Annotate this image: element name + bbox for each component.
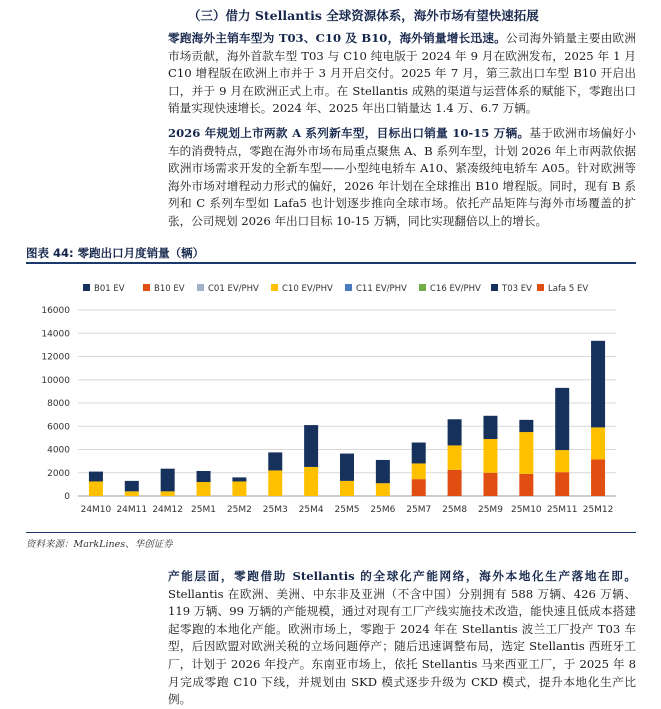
bar-segment	[268, 470, 282, 496]
x-tick-label: 25M8	[442, 505, 468, 515]
bar-segment	[197, 471, 211, 482]
bar-segment	[197, 482, 211, 496]
legend-item	[83, 284, 125, 294]
bar-segment	[448, 470, 462, 496]
bar-segment	[519, 474, 533, 496]
bar-segment	[448, 445, 462, 469]
y-tick-label: 8000	[47, 399, 70, 409]
chart-x-axis	[81, 505, 614, 515]
y-tick-label: 6000	[47, 422, 70, 433]
bar-segment	[232, 477, 246, 481]
bar-segment	[268, 452, 282, 470]
legend-label: C01 EV/PHV	[208, 284, 259, 294]
x-tick-label: 25M12	[582, 505, 614, 515]
legend-swatch	[345, 284, 352, 291]
y-tick-label: 2000	[47, 468, 70, 479]
chart-y-axis	[41, 306, 70, 502]
y-tick-label: 0	[64, 492, 70, 502]
x-tick-label: 24M10	[80, 505, 112, 515]
legend-swatch	[537, 284, 544, 291]
paragraph-heading: 2026 年规划上市两款 A 系列新车型，目标出口销量 10-15 万辆。	[168, 126, 530, 140]
legend-swatch	[143, 284, 150, 291]
bar-segment	[161, 491, 175, 496]
bar-segment	[89, 472, 103, 482]
bar-segment	[483, 439, 497, 473]
bar-segment	[412, 463, 426, 479]
bar-segment	[519, 432, 533, 474]
legend-label: T03 EV	[502, 284, 532, 294]
x-tick-label: 25M3	[262, 505, 288, 515]
y-tick-label: 4000	[47, 445, 70, 456]
bar-segment	[89, 481, 103, 496]
bar-segment	[591, 459, 605, 496]
legend-item	[345, 284, 407, 294]
legend-label: C11 EV/PHV	[356, 284, 407, 294]
bar-segment	[483, 473, 497, 496]
legend-item	[491, 284, 532, 294]
bar-segment	[555, 472, 569, 496]
legend-label: B10 EV	[154, 284, 185, 294]
bar-segment	[591, 427, 605, 459]
legend-item	[143, 284, 185, 294]
x-tick-label: 25M10	[510, 505, 542, 515]
x-tick-label: 25M1	[191, 505, 217, 515]
bar-segment	[555, 388, 569, 450]
legend-item	[537, 284, 588, 294]
bar-segment	[125, 481, 139, 491]
x-tick-label: 24M11	[116, 505, 148, 515]
legend-swatch	[197, 284, 204, 291]
legend-swatch	[271, 284, 278, 291]
legend-label: Lafa 5 EV	[548, 284, 589, 294]
bar-segment	[161, 469, 175, 492]
paragraph-capacity	[168, 568, 636, 709]
bar-segment	[519, 420, 533, 432]
legend-item	[197, 284, 259, 294]
paragraph-heading: 产能层面，零跑借助 Stellantis 的全球化产能网络，海外本地化生产落地在即。	[168, 569, 636, 583]
paragraph-2026-plan	[168, 125, 636, 231]
x-tick-label: 24M12	[152, 505, 184, 515]
y-tick-label: 16000	[41, 306, 70, 316]
y-tick-label: 12000	[41, 352, 70, 363]
export-sales-chart	[26, 270, 636, 528]
paragraph-body: 基于欧洲市场偏好小车的消费特点，零跑在海外市场布局重点聚焦 A、B 系列车型，计划 2026 年上市两款依据欧洲市场需求开发的全新车型——小型纯电轿车 A10、紧凑级纯电轿车 A05。针对欧洲等海外市场对增程动力形式的偏好，2026 年计划在全球推出 B10 增程版。同时，现有 B 系列和 C 系列车型如 Lafa5 也计划逐步推向全球市场。依托产品矩阵与海外市场覆盖的扩张，公司规划 2026 年出口目标 10-15 万辆，同比实现翻倍以上的增长。	[168, 126, 636, 228]
x-tick-label: 25M9	[477, 505, 503, 515]
bar-segment	[555, 450, 569, 472]
paragraph-body: Stellantis 在欧洲、美洲、中东非及亚洲（不含中国）分别拥有 588 万辆、426 万辆、119 万辆、99 万辆的产能规模，通过对现有工厂产线实施技术改造，能快速且低成本搭建起零跑的本地化产能。欧洲市场上，零跑于 2024 年在 Stellantis 波兰工厂投产 T03 车型，后因欧盟对欧洲关税的立场问题停产；随后迅速调整布局，选定 Stellantis 西班牙工厂，计划于 2026 年投产。东南亚市场上，依托 Stellantis 马来西亚工厂，于 2025 年 8 月完成零跑 C10 下线，并规划由 SKD 模式逐步升级为 CKD 模式，提升本地化生产比例。	[168, 586, 636, 707]
bar-segment	[232, 481, 246, 496]
legend-swatch	[419, 284, 426, 291]
x-tick-label: 25M2	[226, 505, 252, 515]
paragraph-heading: 零跑海外主销车型为 T03、C10 及 B10，海外销量增长迅速。	[168, 31, 506, 45]
bar-segment	[125, 491, 139, 496]
bar-segment	[448, 419, 462, 445]
bar-segment	[340, 481, 354, 496]
bar-segment	[591, 341, 605, 428]
y-tick-label: 10000	[41, 375, 70, 386]
legend-item	[271, 284, 333, 294]
figure-source: 资料来源：MarkLines、华创证券	[26, 539, 173, 550]
legend-swatch	[491, 284, 498, 291]
figure-bottom-rule	[26, 532, 636, 533]
legend-label: C16 EV/PHV	[430, 284, 481, 294]
paragraph-overseas-sales	[168, 30, 636, 118]
bar-segment	[412, 479, 426, 496]
x-tick-label: 25M4	[298, 505, 324, 515]
paragraph-body: 公司海外销量主要由欧洲市场贡献，海外首款车型 T03 与 C10 纯电版于 2024 年 9 月在欧洲发布，2025 年 1 月 C10 增程版在欧洲上市并于 3 月开启交付。2025 年 7 月，第三款出口车型 B10 开启出口，并于 9 月在欧洲正式上市。在 Stellantis 成熟的渠道与运营体系的赋能下，零跑出口销量实现快速增长。2024 年、2025 年出口销量达 1.4 万、6.7 万辆。	[168, 31, 636, 116]
figure-title: 图表 44: 零跑出口月度销量（辆）	[26, 246, 205, 260]
legend-swatch	[83, 284, 90, 291]
figure-top-rule	[26, 262, 636, 264]
bar-segment	[483, 416, 497, 439]
x-tick-label: 25M5	[334, 505, 360, 515]
chart-legend	[83, 284, 588, 294]
bar-segment	[376, 460, 390, 483]
bar-segment	[340, 454, 354, 481]
x-tick-label: 25M6	[370, 505, 396, 515]
x-tick-label: 25M7	[406, 505, 432, 515]
bar-segment	[376, 483, 390, 496]
section-title: （三）借力 Stellantis 全球资源体系，海外市场有望快速拓展	[188, 8, 539, 23]
legend-label: C10 EV/PHV	[282, 284, 333, 294]
bar-segment	[304, 467, 318, 496]
bar-segment	[304, 425, 318, 467]
legend-item	[419, 284, 481, 294]
x-tick-label: 25M11	[546, 505, 578, 515]
legend-label: B01 EV	[94, 284, 125, 294]
bar-segment	[412, 443, 426, 464]
y-tick-label: 14000	[41, 329, 70, 340]
chart-bars	[89, 341, 605, 496]
